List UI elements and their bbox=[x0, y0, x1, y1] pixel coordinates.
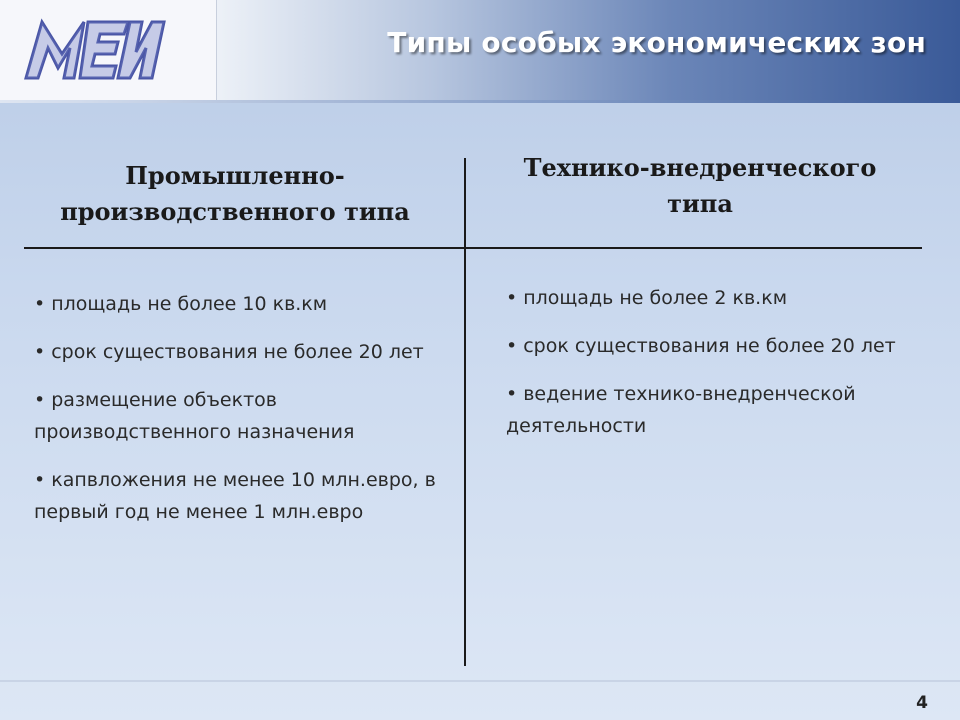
list-item-text: ведение технико-внедренческой деятельности bbox=[506, 383, 856, 437]
column-heading-technical bbox=[480, 150, 920, 222]
bullet-icon: • bbox=[506, 383, 518, 405]
heading-line: производственного типа bbox=[60, 197, 410, 226]
list-item-text: размещение объектов производственного назначения bbox=[34, 389, 355, 443]
logo-panel bbox=[0, 0, 217, 100]
bullet-icon: • bbox=[506, 335, 518, 357]
industrial-features-list bbox=[34, 288, 454, 544]
mei-logo bbox=[18, 8, 168, 90]
heading-line: Промышленно- bbox=[125, 161, 345, 190]
header-divider bbox=[0, 100, 960, 103]
list-item bbox=[506, 330, 926, 362]
list-item bbox=[34, 336, 454, 368]
column-heading-industrial bbox=[30, 158, 440, 230]
heading-line: Технико-внедренческого bbox=[523, 153, 877, 182]
footer-divider bbox=[0, 680, 960, 682]
list-item bbox=[34, 464, 454, 528]
list-item bbox=[506, 282, 926, 314]
list-item-text: площадь не более 10 кв.км bbox=[51, 293, 328, 315]
slide-header bbox=[0, 0, 960, 100]
technical-features-list bbox=[506, 282, 926, 458]
list-item bbox=[34, 384, 454, 448]
list-item-text: срок существования не более 20 лет bbox=[523, 335, 896, 357]
list-item bbox=[34, 288, 454, 320]
bullet-icon: • bbox=[34, 293, 46, 315]
list-item-text: площадь не более 2 кв.км bbox=[523, 287, 788, 309]
page-number: 4 bbox=[916, 693, 928, 713]
heading-line: типа bbox=[667, 189, 733, 218]
list-item-text: капвложения не менее 10 млн.евро, в первый год не менее 1 млн.евро bbox=[34, 469, 436, 523]
bullet-icon: • bbox=[34, 469, 46, 491]
slide-title: Типы особых экономических зон bbox=[387, 26, 926, 59]
table-horizontal-rule bbox=[24, 247, 922, 249]
bullet-icon: • bbox=[506, 287, 518, 309]
list-item bbox=[506, 378, 926, 442]
bullet-icon: • bbox=[34, 389, 46, 411]
table-vertical-rule bbox=[464, 158, 466, 666]
bullet-icon: • bbox=[34, 341, 46, 363]
list-item-text: срок существования не более 20 лет bbox=[51, 341, 424, 363]
